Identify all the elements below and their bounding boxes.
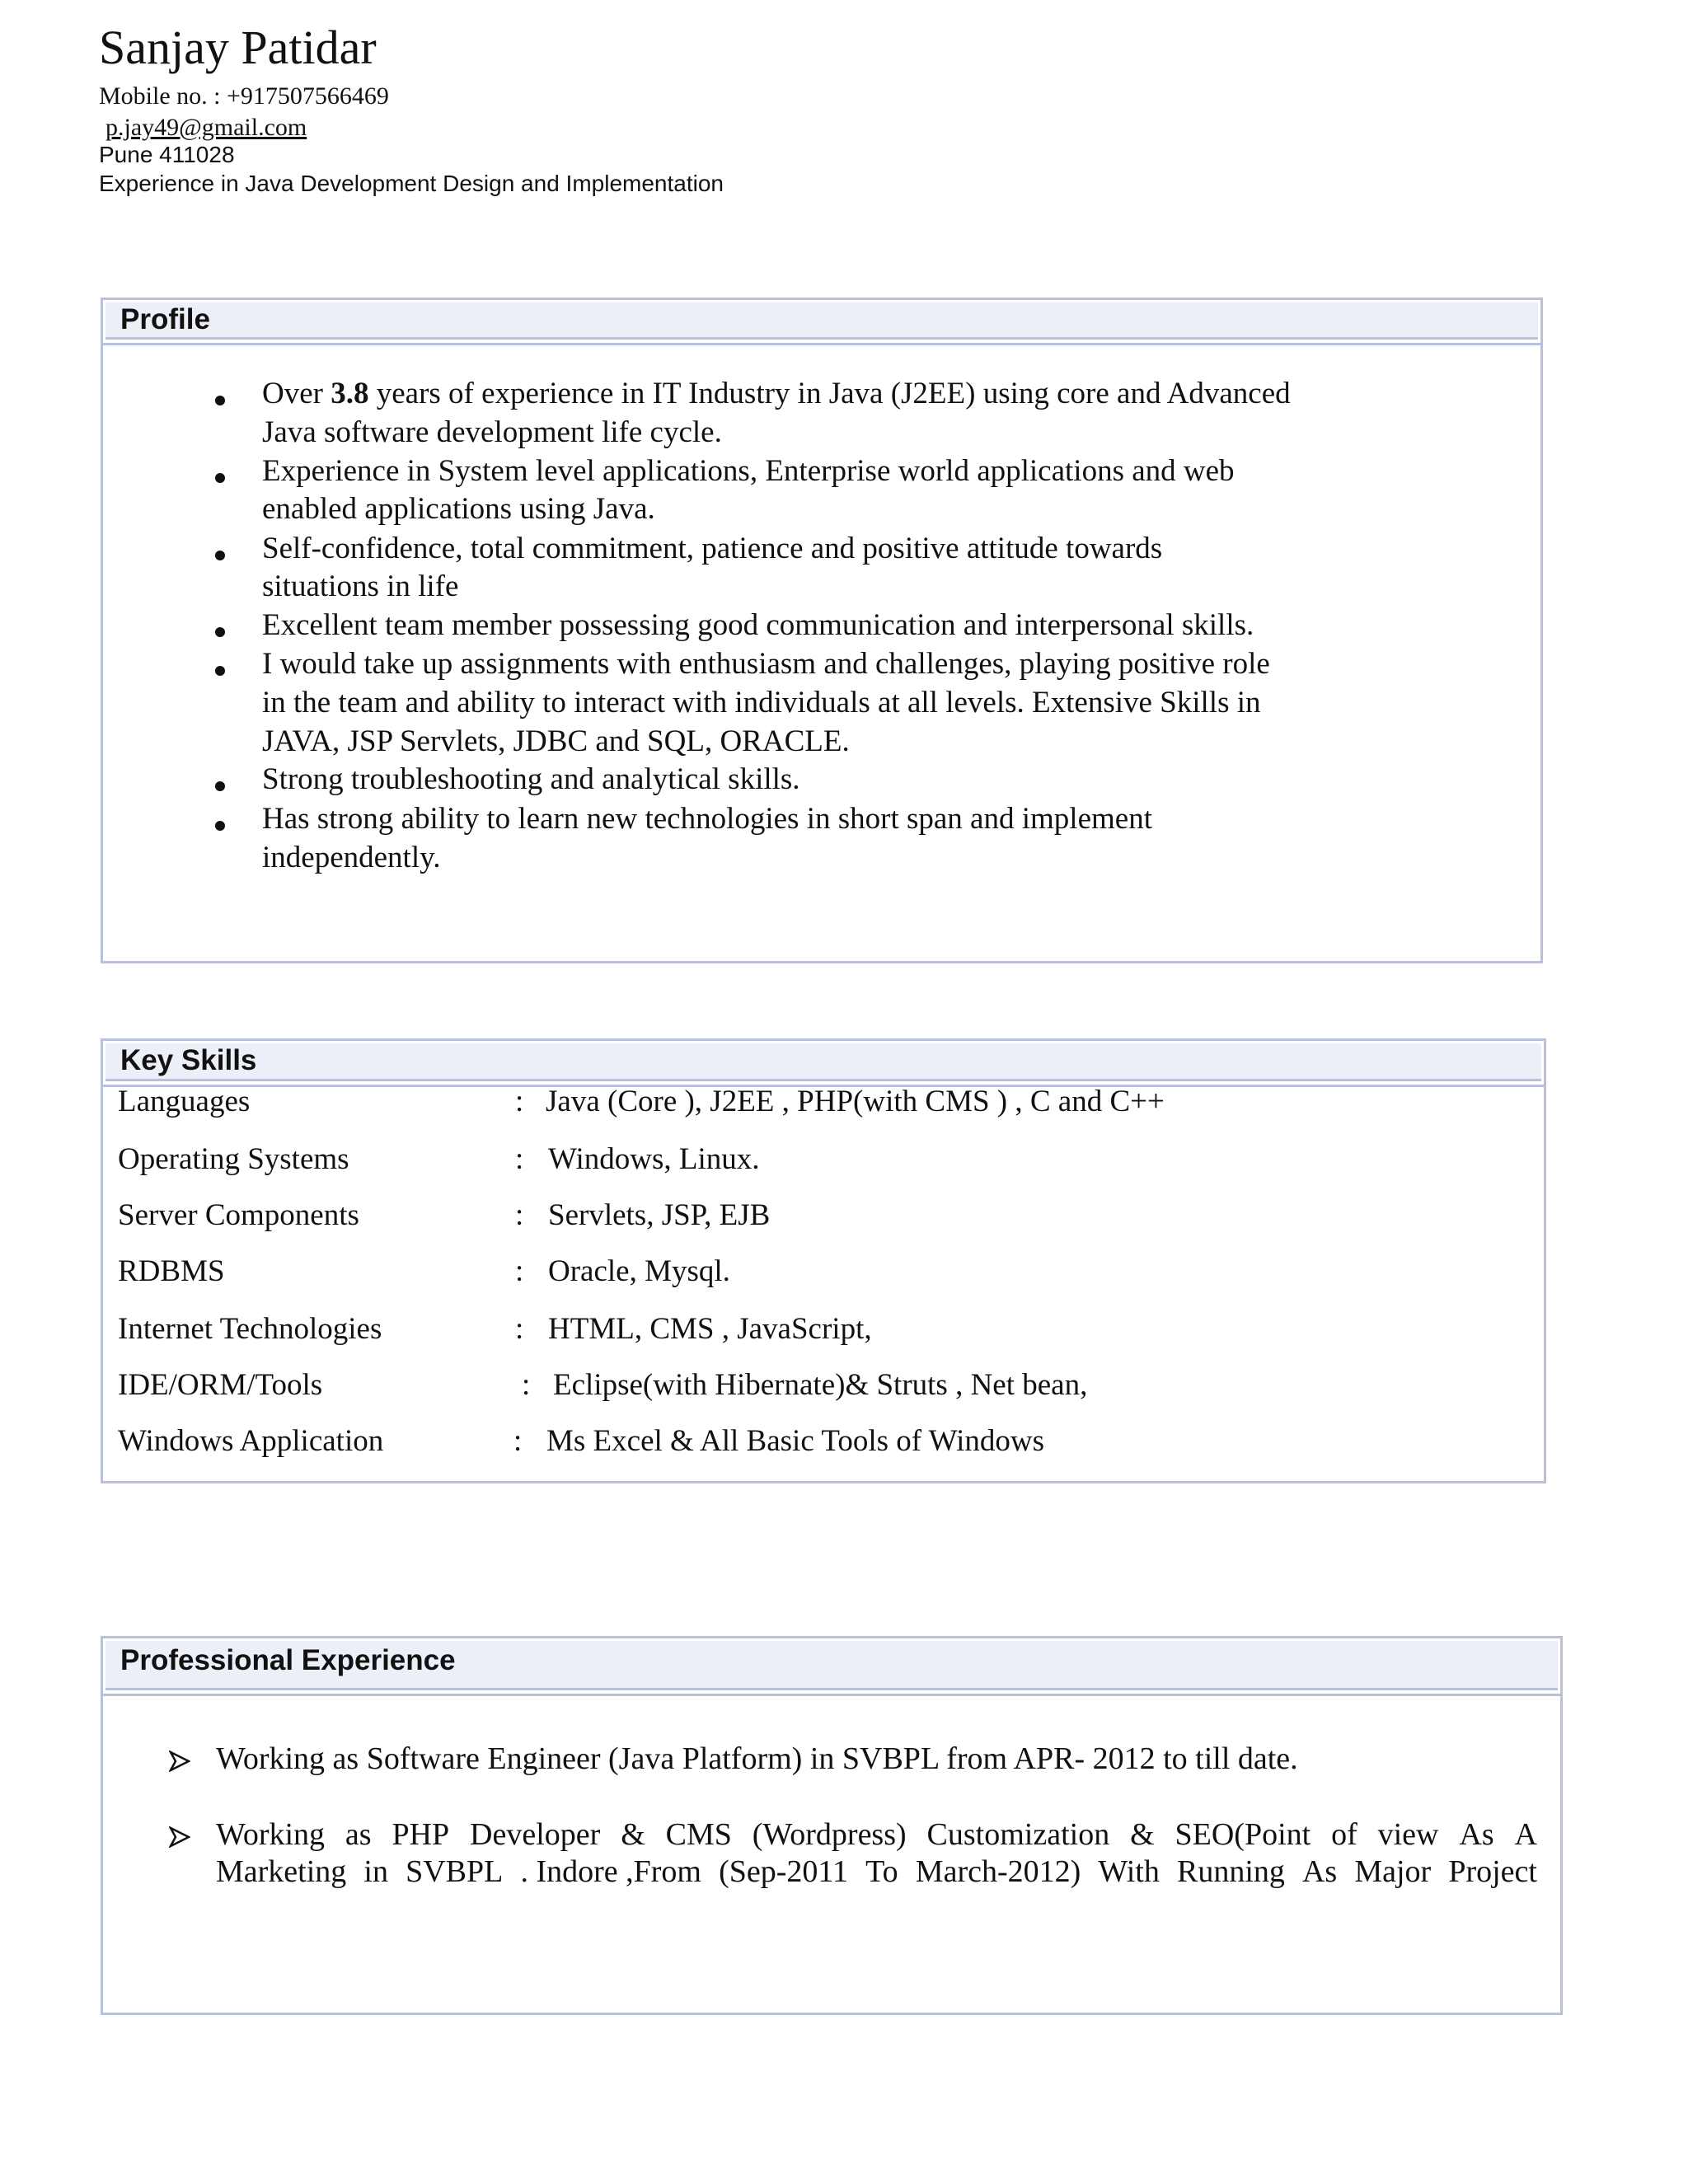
arrow-bullet-icon: [169, 1826, 190, 1848]
professional-experience-section: [101, 1636, 1563, 2015]
profile-line: in the team and ability to interact with individuals at all levels. Extensive Skills in: [262, 686, 1261, 719]
profile-line: JAVA, JSP Servlets, JDBC and SQL, ORACLE.: [262, 724, 850, 758]
skill-label: IDE/ORM/Tools: [118, 1368, 323, 1402]
skill-colon: :: [513, 1424, 523, 1458]
skill-label: Windows Application: [118, 1424, 384, 1458]
profile-line: enabled applications using Java.: [262, 492, 655, 526]
experience-word: Working: [216, 1817, 326, 1852]
experience-word: SVBPL: [406, 1854, 504, 1889]
experience-word: A: [1514, 1817, 1537, 1852]
experience-word: &: [621, 1817, 645, 1852]
skill-colon: :: [515, 1085, 524, 1118]
experience-word: Major: [1354, 1854, 1432, 1889]
profile-line: Over 3.8 years of experience in IT Industry in Java (J2EE) using core and Advanced: [262, 377, 1291, 410]
profile-line: Self-confidence, total commitment, patience and positive attitude towards: [262, 532, 1163, 565]
profile-bullet-list: [103, 300, 1540, 961]
skill-label: Languages: [118, 1085, 251, 1118]
location: Pune 411028: [99, 142, 235, 167]
mobile-number: Mobile no. : +917507566469: [99, 82, 389, 110]
profile-line: Experience in System level applications, Enterprise world applications and web: [262, 454, 1235, 488]
skill-value: Eclipse(with Hibernate)& Struts , Net bean,: [553, 1368, 1088, 1402]
experience-word: With: [1098, 1854, 1160, 1889]
bullet-dot: [215, 781, 225, 791]
arrow-bullet-icon: [169, 1750, 190, 1772]
experience-word: Running: [1176, 1854, 1285, 1889]
profile-line: Has strong ability to learn new technologies in short span and implement: [262, 802, 1152, 836]
skill-colon: :: [515, 1254, 524, 1288]
experience-word: PHP: [392, 1817, 450, 1852]
skill-value: Servlets, JSP, EJB: [548, 1198, 771, 1232]
bullet-dot: [215, 821, 225, 831]
profile-section: [101, 298, 1543, 963]
experience-word: Developer: [470, 1817, 601, 1852]
skill-value: Ms Excel & All Basic Tools of Windows: [546, 1424, 1045, 1458]
key-skills-section: [101, 1038, 1546, 1483]
profile-line: I would take up assignments with enthusiasm and challenges, playing positive role: [262, 647, 1270, 681]
bullet-dot: [215, 551, 225, 560]
skill-value: Oracle, Mysql.: [548, 1254, 730, 1288]
skill-colon: :: [515, 1198, 524, 1232]
tagline: Experience in Java Development Design and Implementation: [99, 171, 724, 196]
email-link[interactable]: p.jay49@gmail.com: [106, 114, 307, 141]
experience-word: (Sep-2011: [719, 1854, 849, 1889]
profile-line: situations in life: [262, 569, 459, 603]
profile-line: Strong troubleshooting and analytical skills.: [262, 762, 800, 796]
skill-value: HTML, CMS , JavaScript,: [548, 1312, 872, 1346]
experience-word: To: [865, 1854, 898, 1889]
bullet-dot: [215, 396, 225, 405]
experience-word: view: [1377, 1817, 1439, 1852]
profile-section-title: Profile: [120, 303, 210, 335]
professional-experience-section-title: Professional Experience: [120, 1644, 456, 1676]
experience-item: Working as Software Engineer (Java Platform) in SVBPL from APR- 2012 to till date.: [216, 1741, 1298, 1776]
skill-colon: :: [522, 1368, 531, 1402]
profile-line: independently.: [262, 841, 441, 874]
bullet-dot: [215, 473, 225, 483]
professional-experience-section-header: [106, 1641, 1558, 1690]
bullet-dot: [215, 627, 225, 637]
experience-word: . Indore ,From: [520, 1854, 701, 1889]
experience-word: March-2012): [915, 1854, 1081, 1889]
key-skills-section-title: Key Skills: [120, 1044, 257, 1076]
experience-word: Marketing: [216, 1854, 347, 1889]
experience-word: As: [1459, 1817, 1494, 1852]
skill-label: Internet Technologies: [118, 1312, 382, 1346]
experience-word: in: [363, 1854, 388, 1889]
experience-word: &: [1130, 1817, 1155, 1852]
skill-label: Server Components: [118, 1198, 359, 1232]
skill-colon: :: [515, 1312, 524, 1346]
experience-word: SEO(Point: [1175, 1817, 1311, 1852]
candidate-name: Sanjay Patidar: [99, 21, 377, 74]
profile-line: Java software development life cycle.: [262, 415, 722, 449]
skill-value: Windows, Linux.: [548, 1142, 760, 1176]
skill-colon: :: [515, 1142, 524, 1176]
experience-word: (Wordpress): [752, 1817, 907, 1852]
skill-label: Operating Systems: [118, 1142, 349, 1176]
experience-word: as: [345, 1817, 372, 1852]
experience-word: CMS: [665, 1817, 732, 1852]
experience-word: As: [1301, 1854, 1338, 1889]
skill-value: Java (Core ), J2EE , PHP(with CMS ) , C and C++: [546, 1085, 1165, 1118]
experience-item: [216, 1816, 1537, 1853]
profile-line: Excellent team member possessing good communication and interpersonal skills.: [262, 608, 1254, 642]
experience-word: Customization: [926, 1817, 1110, 1852]
bullet-dot: [215, 666, 225, 676]
experience-item-continued: [216, 1854, 1537, 1890]
key-skills-section-header: [106, 1043, 1541, 1081]
experience-word: of: [1331, 1817, 1357, 1852]
experience-word: Project: [1448, 1854, 1537, 1889]
skill-label: RDBMS: [118, 1254, 225, 1288]
